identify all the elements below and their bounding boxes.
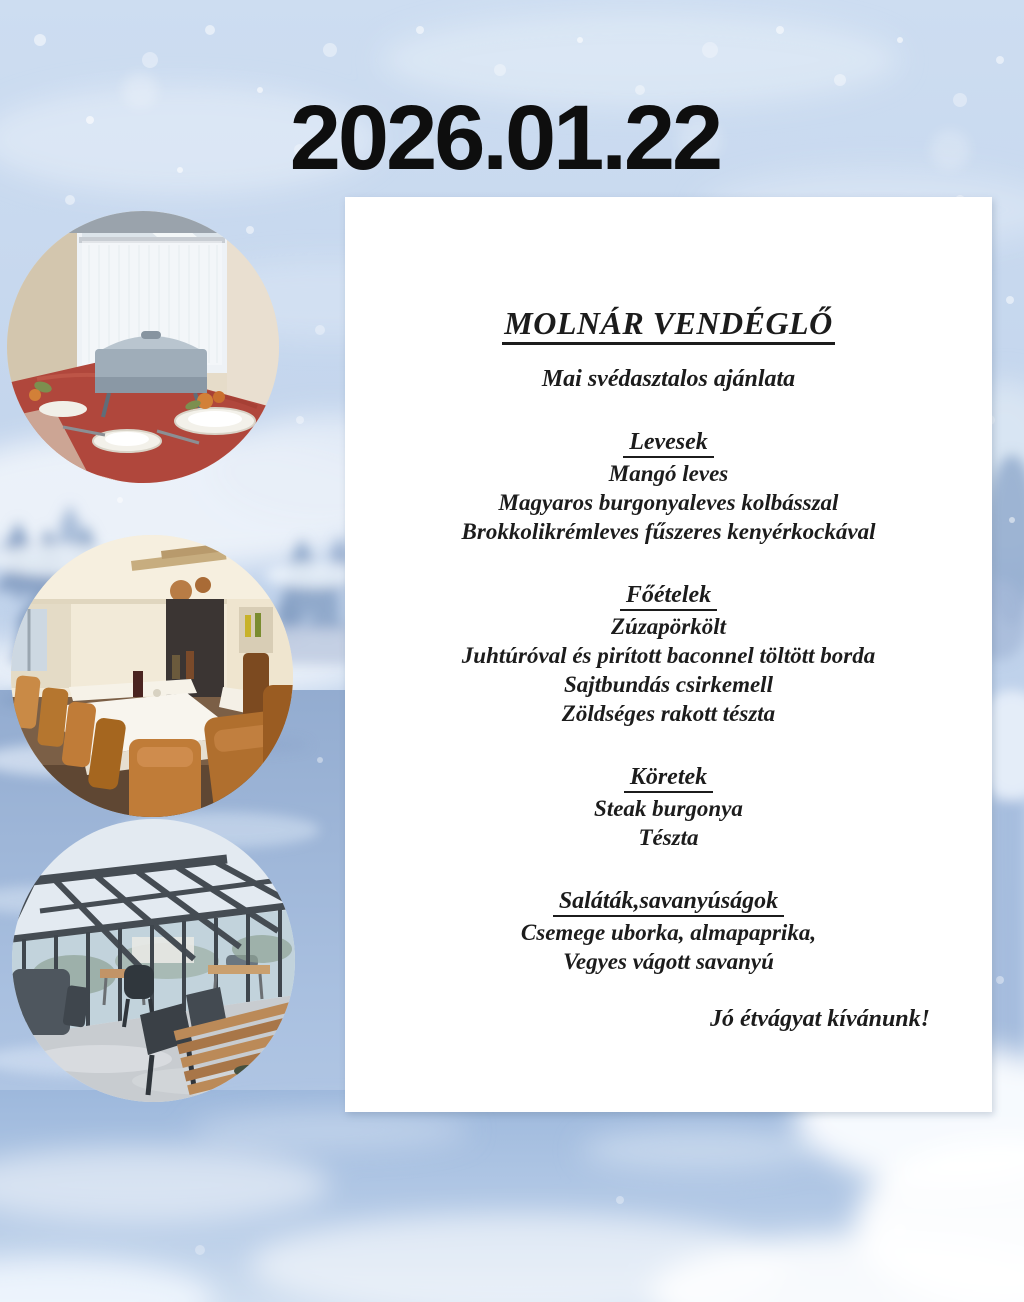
menu-item: Tészta — [638, 825, 699, 850]
section-title-koretek: Köretek — [345, 764, 992, 791]
menu-item: Zúzapörkölt — [610, 614, 727, 639]
menu-section-salatak — [345, 888, 992, 976]
section-title-levesek: Levesek — [345, 429, 992, 456]
menu-section-foetelek — [345, 582, 992, 728]
menu-item: Magyaros burgonyaleves kolbásszal — [498, 490, 839, 515]
photo-buffet-table — [7, 211, 279, 483]
menu-card — [345, 197, 992, 1112]
closing-message: Jó étvágyat kívánunk! — [710, 1006, 930, 1032]
menu-item: Sajtbundás csirkemell — [564, 672, 773, 697]
date-heading: 2026.01.22 — [289, 87, 721, 189]
photo-terrace — [12, 819, 295, 1102]
menu-item: Mangó leves — [608, 461, 729, 486]
menu-section-koretek — [345, 764, 992, 852]
photo-dining-room — [11, 535, 293, 817]
section-title-salatak: Saláták,savanyúságok — [345, 888, 992, 915]
menu-item: Vegyes vágott savanyú — [563, 949, 774, 974]
restaurant-name: MOLNÁR VENDÉGLŐ — [345, 305, 992, 342]
menu-item: Csemege uborka, almapaprika, — [520, 920, 817, 945]
menu-subtitle: Mai svédasztalos ajánlata — [541, 366, 796, 392]
section-title-foetelek: Főételek — [345, 582, 992, 609]
menu-section-levesek — [345, 429, 992, 546]
menu-item: Steak burgonya — [594, 796, 743, 821]
menu-item: Brokkolikrémleves fűszeres kenyérkockával — [461, 519, 876, 544]
menu-item: Juhtúróval és pirított baconnel töltött borda — [461, 643, 876, 668]
menu-item: Zöldséges rakott tészta — [561, 701, 776, 726]
